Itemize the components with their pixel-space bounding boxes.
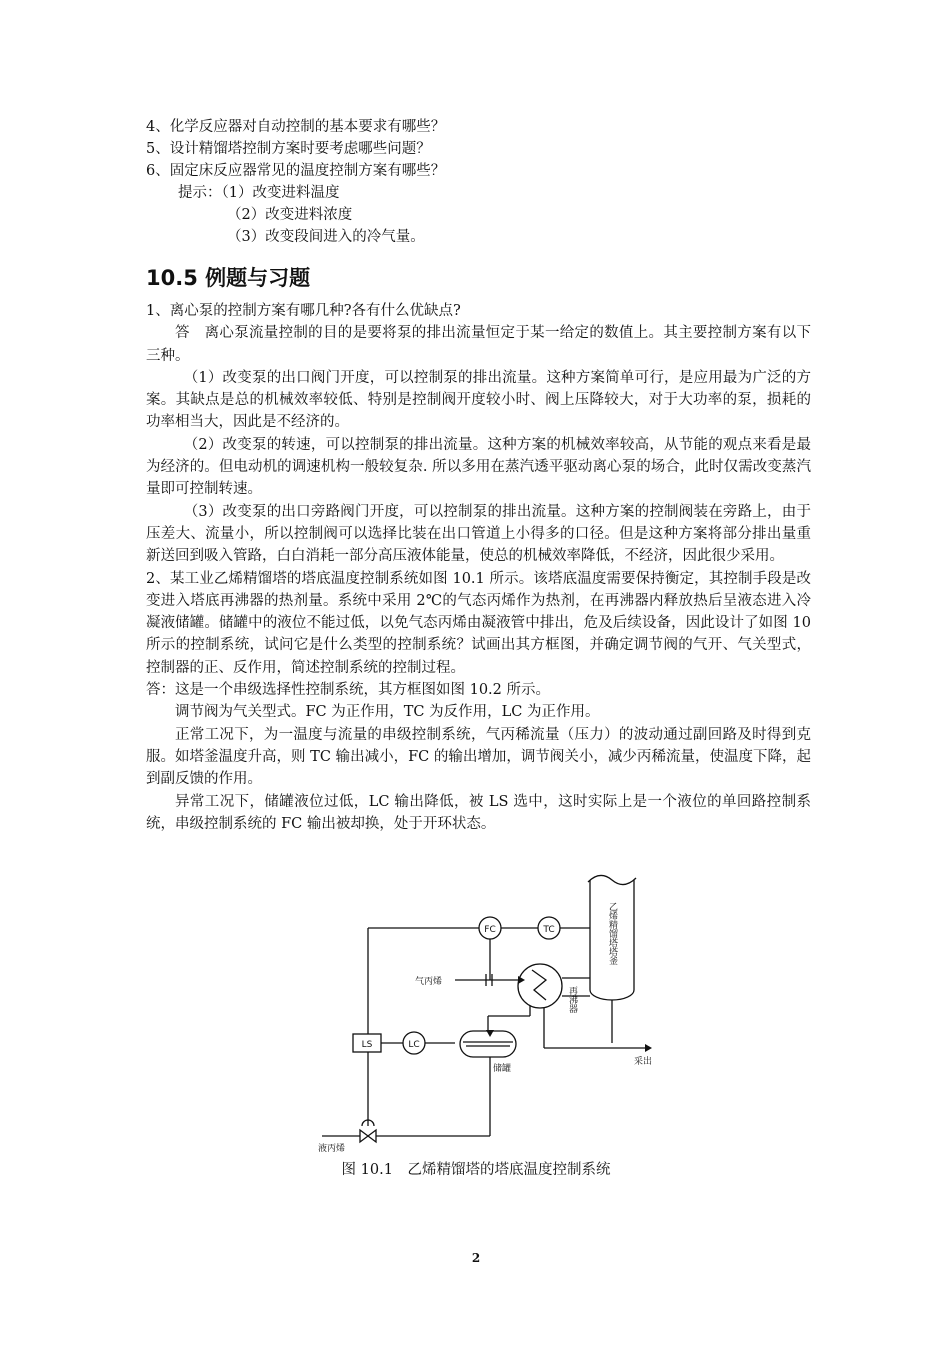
paragraph-answer2: 答：这是一个串级选择性控制系统，其方框图如图 10.2 所示。 bbox=[146, 682, 551, 699]
hint-2: （2）改变进料浓度 bbox=[227, 207, 353, 223]
paragraph-option3: （3）改变泵的出口旁路阀门开度，可以控制泵的排出流量。这种方案的控制阀装在旁路上，由于压差大、流量小，所以控制阀可以选择比装在出口管道上小得多的口径。但是这种方案将部分排出量重新送回到吸入管路，白白消耗一部分高压液体能量，使总的机械效率降低，不经济，因此很少采用。 bbox=[146, 503, 811, 565]
body-text bbox=[146, 300, 811, 835]
question-4: 4、化学反应器对自动控制的基本要求有哪些？ bbox=[146, 119, 446, 135]
paragraph-option1: （1）改变泵的出口阀门开度，可以控制泵的排出流量。这种方案简单可行，是应用最为广泛的方案。其缺点是总的机械效率较低、特别是控制阀开度较小时、阀上压降较大，对于大功率的泵，损耗的功率相当大，因此是不经济的。 bbox=[146, 369, 811, 431]
paragraph-answer1: 答 离心泵流量控制的目的是要将泵的排出流量恒定于某一给定的数值上。其主要控制方案有以下三种。 bbox=[146, 325, 811, 364]
control-system-diagram bbox=[300, 868, 660, 1158]
reboiler-label: 再沸器 bbox=[567, 986, 577, 1013]
hint-1: 提示：（1）改变进料温度 bbox=[178, 185, 340, 201]
column-break bbox=[588, 875, 636, 884]
section-heading: 10.5 例题与习题 bbox=[146, 266, 311, 290]
lc-label: LC bbox=[408, 1040, 420, 1050]
page-number: 2 bbox=[471, 1251, 481, 1265]
paragraph-q1: 1、离心泵的控制方案有哪几种?各有什么优缺点? bbox=[146, 303, 461, 319]
reboiler-coil bbox=[532, 970, 546, 1000]
arrow-gas bbox=[518, 976, 525, 984]
fc-label: FC bbox=[484, 925, 496, 935]
arrow-to-tank bbox=[486, 1030, 494, 1037]
paragraph-q2: 2、某工业乙烯精馏塔的塔底温度控制系统如图 10.1 所示。该塔底温度需要保持衡定，其控制手段是改变进入塔底再沸器的热剂量。系统中采用 2℃的气态丙烯作为热剂，在再沸器内释放热后呈液态进入冷凝液储罐。储罐中的液位不能过低，以免气态丙烯由凝液管中排出，危及后续设备，因此设计了如图 10 所示的控制系统，试问它是什么类型的控制系统？试画出其方框图，并确定调节阀的气开、气关型式，控制器的正、反作用，简述控制系统的控制过程。 bbox=[146, 570, 811, 676]
hint-3: （3）改变段间进入的冷气量。 bbox=[227, 229, 425, 245]
arrow-product bbox=[645, 1044, 652, 1052]
tank-label: 储罐 bbox=[493, 1064, 512, 1074]
control-valve bbox=[360, 1130, 376, 1142]
ls-label: LS bbox=[361, 1040, 373, 1050]
figure-caption: 图 10.1 乙烯精馏塔的塔底温度控制系统 bbox=[341, 1162, 611, 1178]
paragraph-abnormal: 异常工况下，储罐液位过低，LC 输出降低，被 LS 选中，这时实际上是一个液位的单回路控制系统，串级控制系统的 FC 输出被却换，处于开环状态。 bbox=[146, 793, 811, 832]
paragraph-valve: 调节阀为气关型式。FC 为正作用，TC 为反作用，LC 为正作用。 bbox=[175, 704, 600, 721]
question-5: 5、设计精馏塔控制方案时要考虑哪些问题？ bbox=[146, 141, 431, 157]
tank-shape bbox=[460, 1031, 516, 1057]
product-label: 采出 bbox=[634, 1057, 653, 1067]
tc-label: TC bbox=[543, 925, 555, 935]
gas-propylene-label: 气丙烯 bbox=[415, 977, 443, 987]
liquid-propylene-label: 液丙烯 bbox=[318, 1144, 346, 1154]
reboiler-circle bbox=[518, 964, 562, 1008]
paragraph-option2: （2）改变泵的转速，可以控制泵的排出流量。这种方案的机械效率较高，从节能的观点来看是最为经济的。但电动机的调速机构一般较复杂. 所以多用在蒸汽透平驱动离心泵的场合，此时仅需改变蒸汽量即可控制转速。 bbox=[146, 436, 811, 498]
paragraph-normal: 正常工况下，为一温度与流量的串级控制系统，气丙稀流量（压力）的波动通过副回路及时得到克服。如塔釜温度升高，则 TC 输出减小，FC 的输出增加，调节阀关小，减少丙稀流量，使温度下降，起到副反馈的作用。 bbox=[146, 726, 811, 788]
column-label: 乙烯精馏塔塔釜 bbox=[607, 902, 617, 965]
question-6: 6、固定床反应器常见的温度控制方案有哪些？ bbox=[146, 163, 446, 179]
